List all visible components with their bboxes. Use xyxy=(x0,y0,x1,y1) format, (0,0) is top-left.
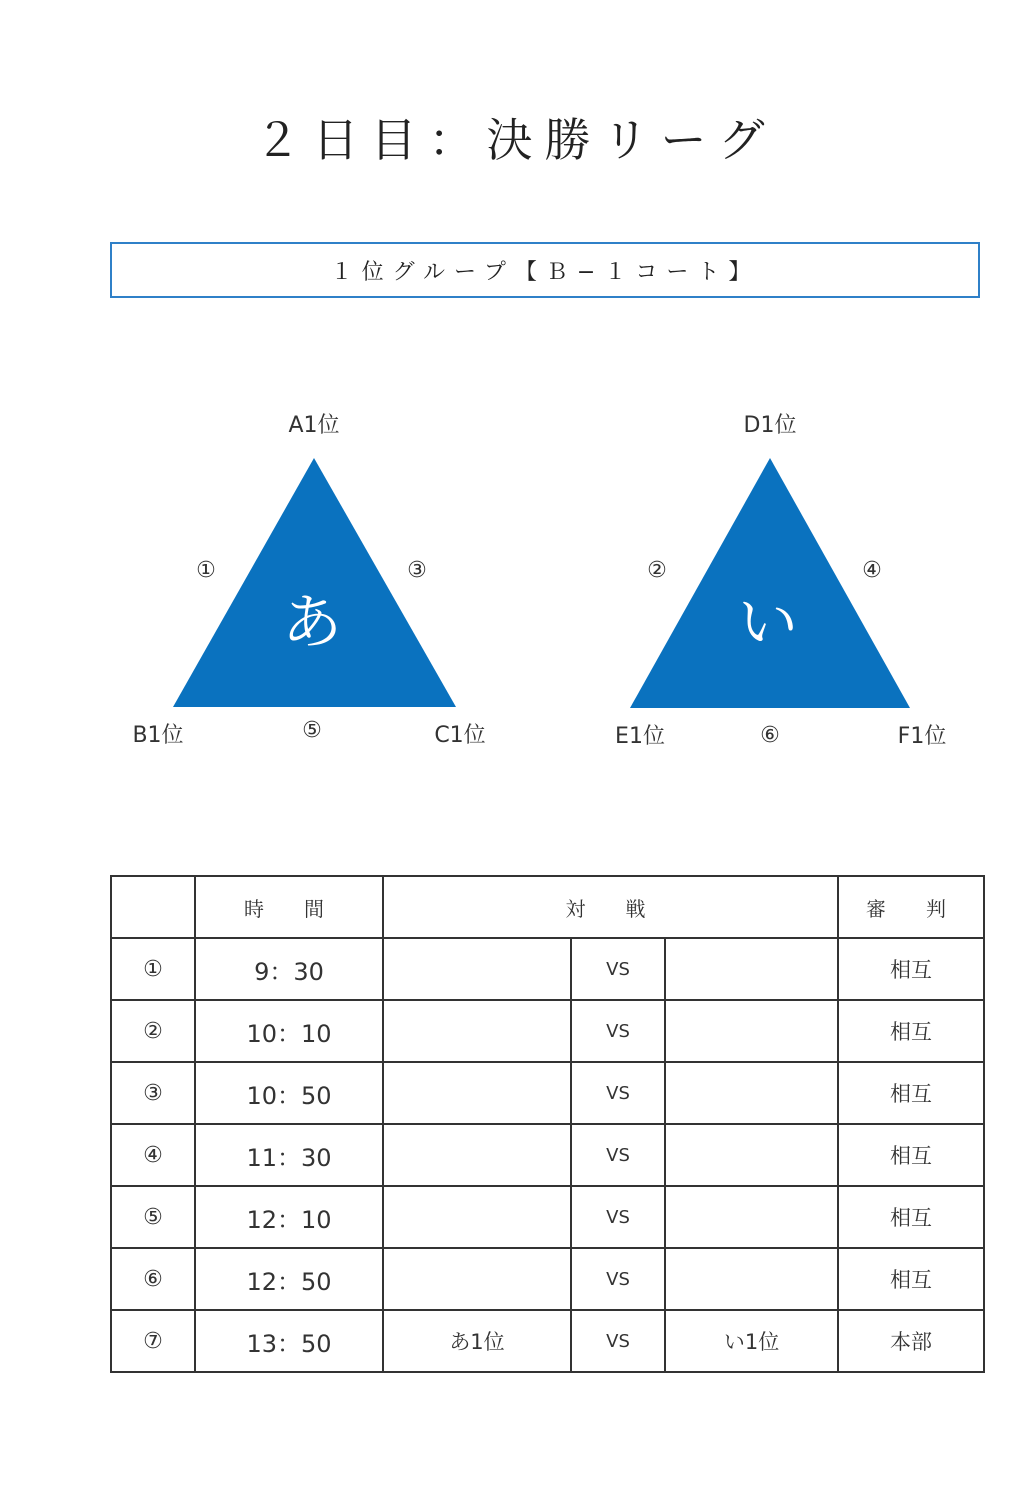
row-team2 xyxy=(665,938,838,1000)
row-vs: VS xyxy=(571,1000,665,1062)
row-referee: 相互 xyxy=(838,1186,984,1248)
row-vs: VS xyxy=(571,938,665,1000)
triangle-i-bottom-left-label: E1位 xyxy=(615,724,665,749)
row-time: 12：50 xyxy=(195,1248,383,1310)
row-team2: い1位 xyxy=(665,1310,838,1372)
row-team1 xyxy=(383,938,571,1000)
header-referee: 審 判 xyxy=(838,876,984,938)
triangle-a-center: あ xyxy=(282,588,342,658)
table-row xyxy=(111,1248,984,1310)
row-referee: 本部 xyxy=(838,1310,984,1372)
group-header-label: １位グループ【Ｂ−１コート】 xyxy=(330,259,760,285)
row-referee: 相互 xyxy=(838,1062,984,1124)
header-time: 時 間 xyxy=(195,876,383,938)
header-num xyxy=(111,876,195,938)
row-vs: VS xyxy=(571,1062,665,1124)
table-row xyxy=(111,1310,984,1372)
triangle-i-right-match: ④ xyxy=(862,558,882,583)
triangle-a-bottom-right-label: C1位 xyxy=(434,723,486,748)
row-vs: VS xyxy=(571,1310,665,1372)
row-vs: VS xyxy=(571,1186,665,1248)
row-team1 xyxy=(383,1248,571,1310)
triangle-i-bottom-right-label: F1位 xyxy=(897,724,947,749)
row-time: 12：10 xyxy=(195,1186,383,1248)
row-num: ⑦ xyxy=(111,1310,195,1372)
row-vs: VS xyxy=(571,1248,665,1310)
triangle-a-right-match: ③ xyxy=(407,558,427,583)
table-row xyxy=(111,1186,984,1248)
row-num: ④ xyxy=(111,1124,195,1186)
row-referee: 相互 xyxy=(838,1248,984,1310)
triangle-a-bottom-left-label: B1位 xyxy=(132,723,184,748)
triangle-i-top-label: D1位 xyxy=(743,413,797,438)
table-row xyxy=(111,1000,984,1062)
row-team2 xyxy=(665,1124,838,1186)
row-time: 10：50 xyxy=(195,1062,383,1124)
row-team1 xyxy=(383,1124,571,1186)
page-title: ２日目：決勝リーグ xyxy=(254,113,777,167)
table-row xyxy=(111,938,984,1000)
row-team2 xyxy=(665,1062,838,1124)
table-row xyxy=(111,1062,984,1124)
row-num: ⑥ xyxy=(111,1248,195,1310)
row-time: 10：10 xyxy=(195,1000,383,1062)
row-team2 xyxy=(665,1186,838,1248)
schedule-table xyxy=(110,875,985,1373)
row-num: ⑤ xyxy=(111,1186,195,1248)
row-time: 11：30 xyxy=(195,1124,383,1186)
row-num: ③ xyxy=(111,1062,195,1124)
triangle-i-shape xyxy=(630,458,910,708)
table-row xyxy=(111,1124,984,1186)
row-team1 xyxy=(383,1000,571,1062)
row-team2 xyxy=(665,1000,838,1062)
row-num: ① xyxy=(111,938,195,1000)
triangle-group-a xyxy=(132,413,485,748)
row-time: 13：50 xyxy=(195,1310,383,1372)
triangle-i-center: い xyxy=(738,588,798,658)
row-team1 xyxy=(383,1062,571,1124)
row-vs: VS xyxy=(571,1124,665,1186)
header-match: 対 戦 xyxy=(383,876,838,938)
row-num: ② xyxy=(111,1000,195,1062)
triangle-i-left-match: ② xyxy=(647,558,667,583)
triangle-group-i xyxy=(615,413,946,749)
row-team2 xyxy=(665,1248,838,1310)
triangle-a-left-match: ① xyxy=(196,558,216,583)
row-time: 9：30 xyxy=(195,938,383,1000)
row-referee: 相互 xyxy=(838,938,984,1000)
row-team1: あ1位 xyxy=(383,1310,571,1372)
row-referee: 相互 xyxy=(838,1124,984,1186)
table-header-row xyxy=(111,876,984,938)
row-team1 xyxy=(383,1186,571,1248)
triangle-a-top-label: A1位 xyxy=(288,413,340,438)
triangle-a-bottom-match: ⑤ xyxy=(302,718,322,743)
triangle-i-bottom-match: ⑥ xyxy=(760,723,780,748)
row-referee: 相互 xyxy=(838,1000,984,1062)
